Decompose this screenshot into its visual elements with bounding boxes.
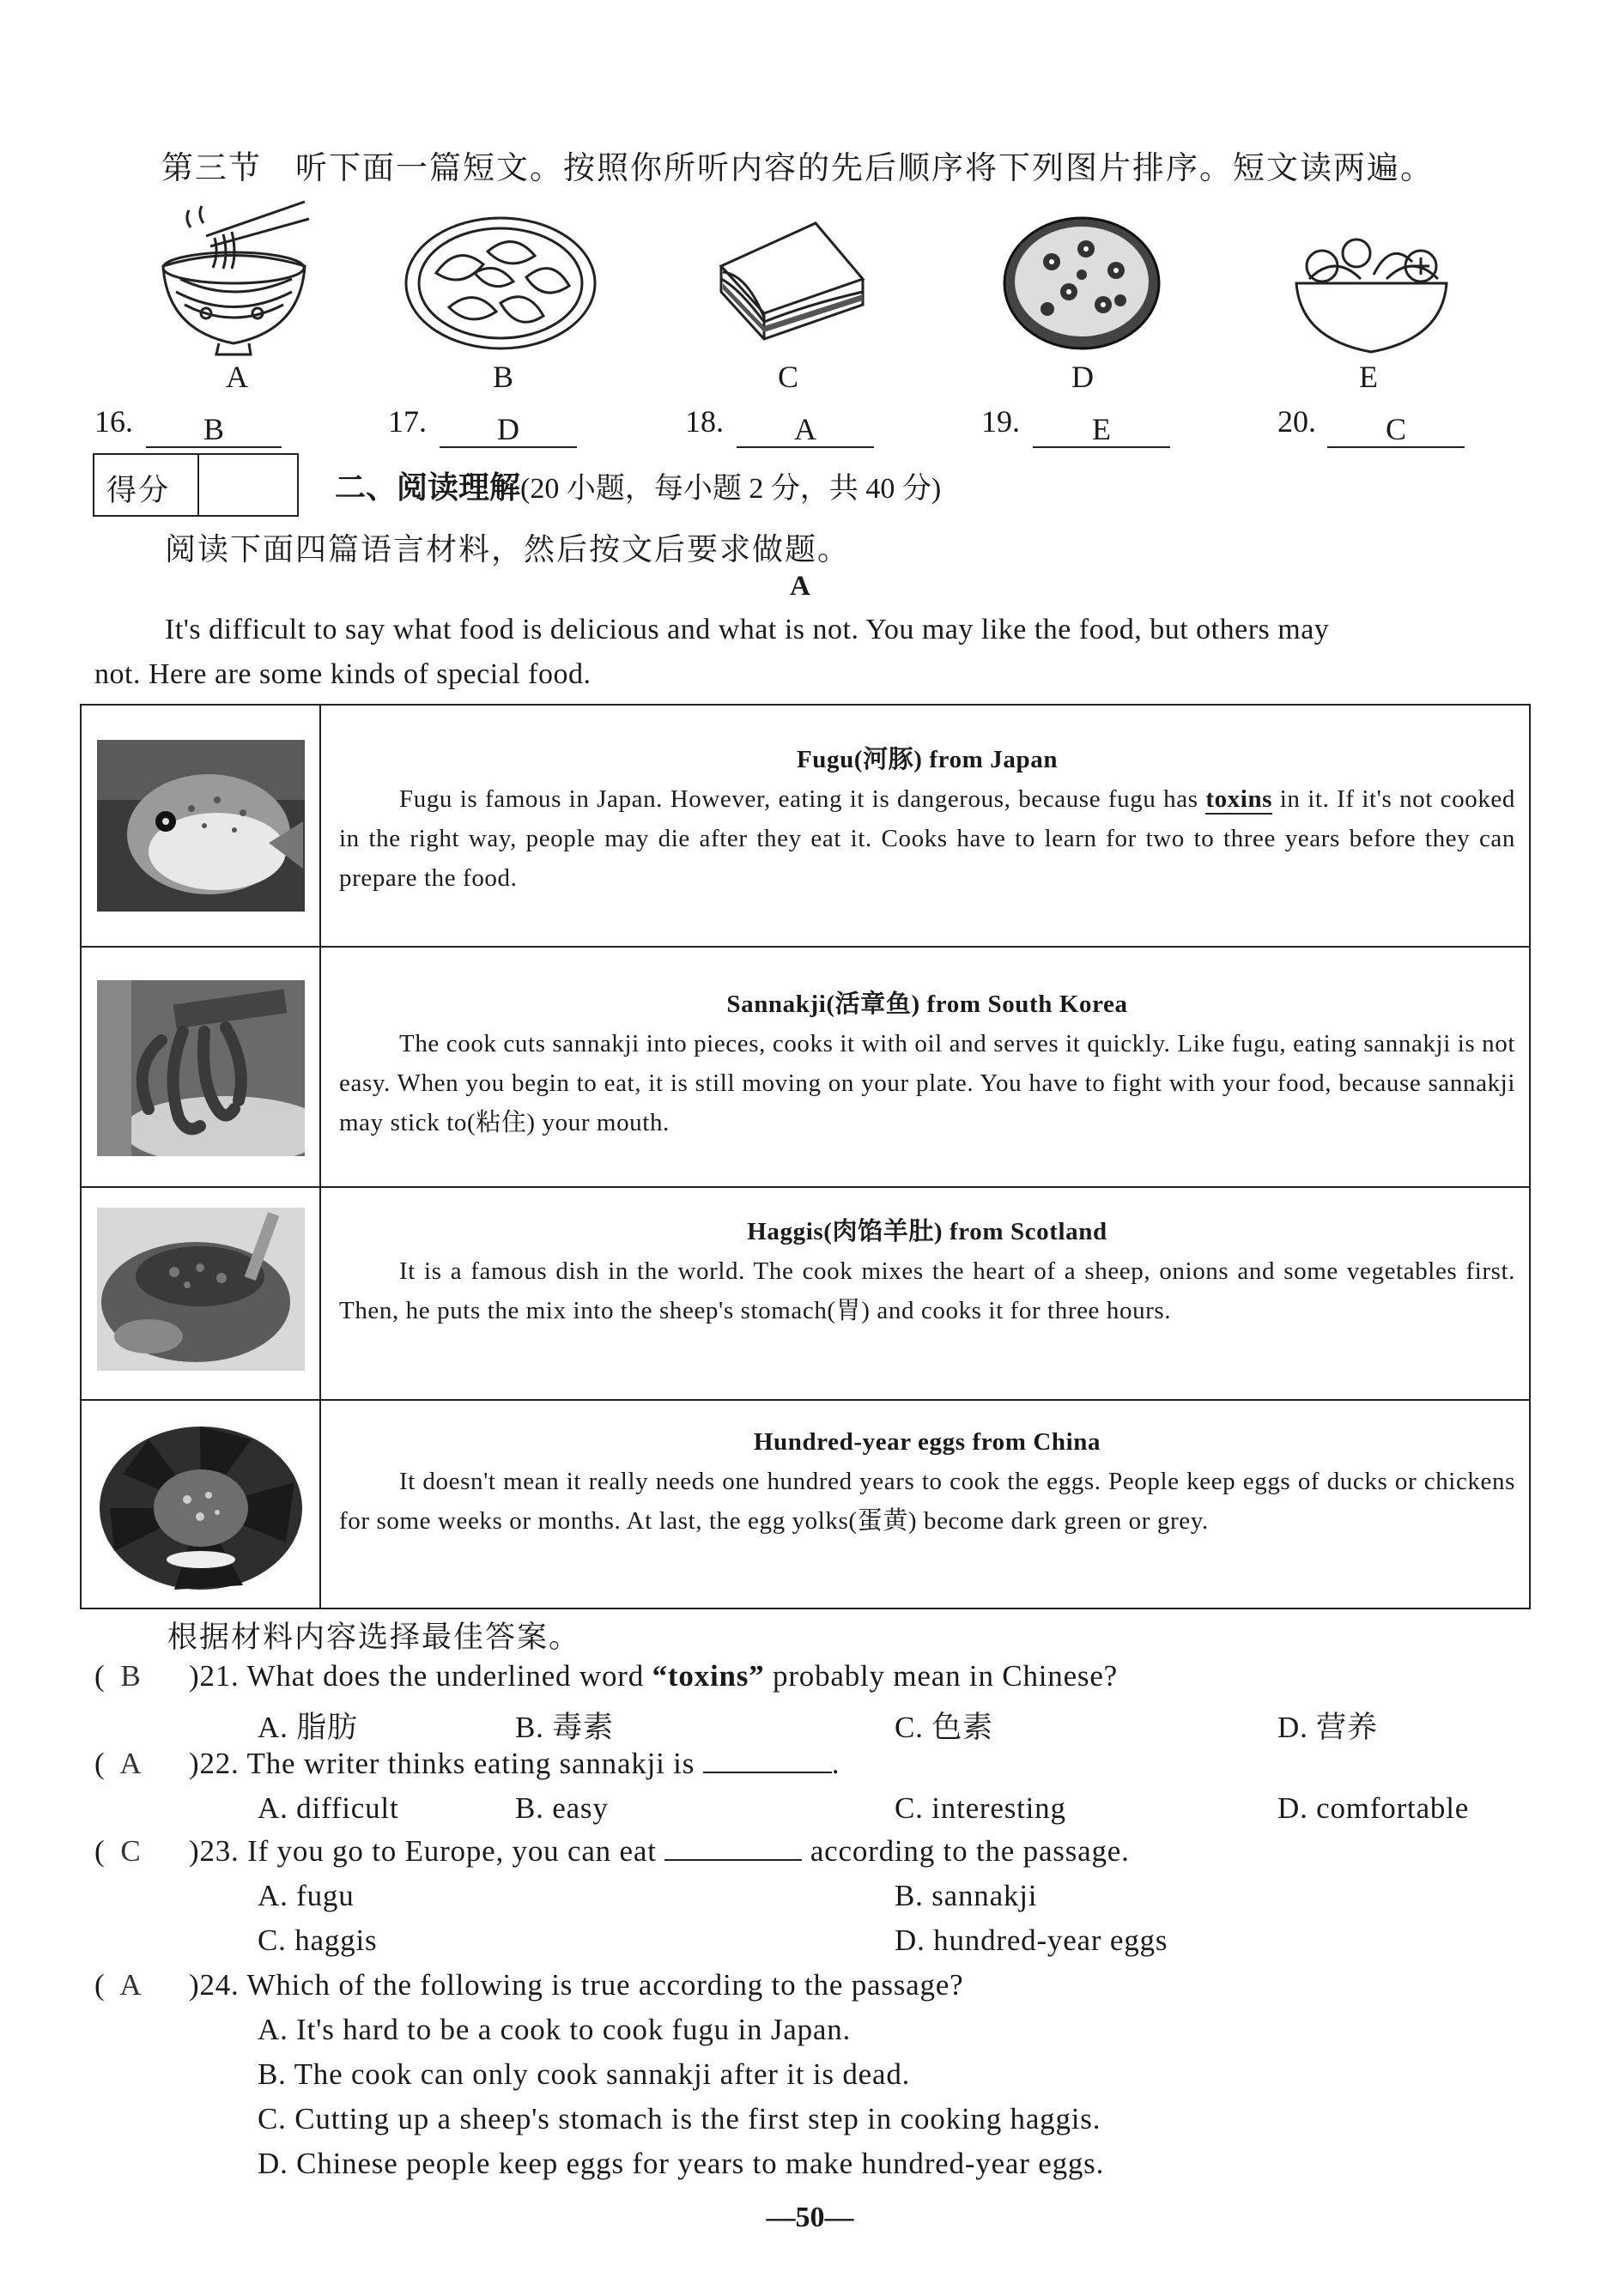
answer-field-18[interactable]: A <box>737 412 874 448</box>
noodles-icon <box>155 185 313 356</box>
food-title: Hundred-year eggs from China <box>753 1428 1101 1456</box>
pufferfish-photo <box>97 740 305 912</box>
option-21-b[interactable]: B. 毒素 <box>515 1711 614 1744</box>
underlined-word-toxins: toxins <box>1205 785 1273 813</box>
food-haggis <box>339 1212 1515 1330</box>
option-23-a[interactable]: A. fugu <box>258 1879 355 1912</box>
option-23-d[interactable]: D. hundred-year eggs <box>895 1923 1168 1957</box>
option-23-c[interactable]: C. haggis <box>258 1923 378 1957</box>
picture-label-d: D <box>1071 360 1094 394</box>
haggis-photo <box>97 1208 305 1371</box>
option-24-b[interactable]: B. The cook can only cook sannakji after it is dead. <box>258 2057 911 2091</box>
answer-mark-21[interactable]: B <box>120 1659 142 1693</box>
answer-number: 18. <box>685 404 724 439</box>
question-21: ( B )21. What does the underlined word “toxins” probably mean in Chinese? <box>94 1659 1118 1693</box>
picture-label-e: E <box>1359 360 1378 394</box>
passage-label: A <box>790 571 810 602</box>
food-table <box>80 704 1531 1609</box>
answer-number: 20. <box>1277 404 1316 439</box>
octopus-photo <box>97 980 305 1156</box>
score-cell[interactable] <box>197 455 199 515</box>
part2-note: (20 小题，每小题 2 分，共 40 分) <box>520 473 942 505</box>
option-21-c[interactable]: C. 色素 <box>895 1711 993 1744</box>
question-keyword: “toxins” <box>652 1659 765 1693</box>
score-box <box>93 453 299 517</box>
option-22-a[interactable]: A. difficult <box>258 1791 399 1825</box>
century-egg-photo <box>97 1422 305 1594</box>
question-24: ( A )24. Which of the following is true according to the passage? <box>94 1968 964 2002</box>
question-stem: )23. If you go to Europe, you can eat <box>189 1834 665 1868</box>
answer-number: 17. <box>388 404 427 439</box>
answer-field-19[interactable]: E <box>1033 412 1170 448</box>
score-label: 得分 <box>106 474 171 508</box>
question-stem: )21. What does the underlined word <box>189 1659 652 1693</box>
questions-instruction: 根据材料内容选择最佳答案。 <box>167 1621 581 1655</box>
option-24-a[interactable]: A. It's hard to be a cook to cook fugu in Japan. <box>258 2013 852 2046</box>
picture-label-a: A <box>226 360 248 394</box>
question-stem: )22. The writer thinks eating sannakji is <box>189 1747 703 1780</box>
food-text-line: have to fight with your food, because sannakji may stick to(粘住) your mouth. <box>339 1069 1515 1136</box>
question-stem: probably mean in Chinese? <box>764 1659 1118 1693</box>
question-stem: according to the passage. <box>802 1834 1130 1868</box>
food-text-line: for three hours. <box>1010 1297 1172 1324</box>
food-fugu <box>339 740 1515 898</box>
picture-label-b: B <box>493 360 514 394</box>
picture-label-c: C <box>778 360 799 394</box>
food-text-line: It doesn't mean it really needs one hundred years to cook the eggs. People keep eggs <box>399 1468 1291 1495</box>
option-24-d[interactable]: D. Chinese people keep eggs for years to make hundred-year eggs. <box>258 2147 1105 2180</box>
food-text-line: It is a famous dish in the world. The cook mixes the heart of a sheep, onions and <box>399 1257 1276 1285</box>
answer-number: 19. <box>981 404 1020 439</box>
food-text-line: some vegetables first. Then, he puts the mix into the sheep's stomach(胃) and cooks it <box>339 1257 1516 1324</box>
page-number: —50— <box>766 2202 854 2233</box>
food-text-line: it. If it's not cooked in the right way, people may die after they eat it. Cooks have to learn <box>339 785 1515 852</box>
passage-intro-line2: not. Here are some kinds of special food. <box>94 658 592 690</box>
option-22-b[interactable]: B. easy <box>515 1791 609 1825</box>
option-24-c[interactable]: C. Cutting up a sheep's stomach is the first step in cooking haggis. <box>258 2102 1101 2135</box>
option-22-c[interactable]: C. interesting <box>895 1791 1066 1825</box>
answer-number: 16. <box>94 404 133 439</box>
question-stem: )24. Which of the following is true according to the passage? <box>189 1968 964 2002</box>
answer-blank-22[interactable] <box>703 1772 832 1773</box>
food-text-line: for two to three years before they can prepare the food. <box>339 825 1515 892</box>
food-hundred-year-eggs <box>339 1422 1515 1541</box>
answer-mark-22[interactable]: A <box>119 1747 143 1780</box>
answer-mark-24[interactable]: A <box>119 1968 143 2002</box>
answer-blank-23[interactable] <box>664 1859 802 1861</box>
food-text-line: The cook cuts sannakji into pieces, cooks it with oil and serves it quickly. Like fugu, <box>399 1030 1287 1057</box>
option-21-d[interactable]: D. 营养 <box>1277 1711 1378 1744</box>
food-title: Fugu(河豚) from Japan <box>796 746 1059 773</box>
food-sannakji <box>339 984 1515 1142</box>
dumplings-icon <box>402 213 599 354</box>
passage-intro-line1: It's difficult to say what food is delicious and what is not. You may like the food, but others may <box>165 614 1330 645</box>
part2-instruction: 阅读下面四篇语言材料，然后按文后要求做题。 <box>165 532 851 567</box>
answer-field-16[interactable]: B <box>146 412 282 448</box>
question-stem: . <box>831 1747 840 1780</box>
answer-field-17[interactable]: D <box>440 412 577 448</box>
food-text-line: of ducks or chickens for some weeks or months. At last, the egg yolks(蛋黄) become dark <box>339 1468 1515 1535</box>
food-text-line: green or grey. <box>1064 1507 1209 1535</box>
question-22: ( A )22. The writer thinks eating sannakji is . <box>94 1747 840 1780</box>
option-21-a[interactable]: A. 脂肪 <box>258 1711 358 1744</box>
pizza-icon <box>1000 215 1163 352</box>
section3-heading: 第三节 听下面一篇短文。按照你所听内容的先后顺序将下列图片排序。短文读两遍。 <box>161 149 1434 186</box>
part2-title: 二、阅读理解 <box>335 469 521 506</box>
salad-icon <box>1292 227 1451 356</box>
answer-field-20[interactable]: C <box>1327 412 1465 448</box>
option-23-b[interactable]: B. sannakji <box>895 1879 1038 1912</box>
question-23: ( C )23. If you go to Europe, you can eat according to the passage. <box>94 1834 1130 1868</box>
answer-mark-23[interactable]: C <box>120 1834 142 1868</box>
food-title: Haggis(肉馅羊肚) from Scotland <box>747 1218 1107 1245</box>
food-text-line: Fugu is famous in Japan. However, eating it is dangerous, because fugu has <box>399 785 1198 813</box>
food-title: Sannakji(活章鱼) from South Korea <box>726 990 1128 1018</box>
option-22-d[interactable]: D. comfortable <box>1277 1791 1470 1825</box>
sandwich-icon <box>713 219 867 348</box>
food-text-line: in <box>1272 785 1301 813</box>
part2-heading <box>335 463 941 507</box>
food-text-line: eating sannakji is not easy. When you begin to eat, it is still moving on your plate. You <box>339 1030 1515 1097</box>
